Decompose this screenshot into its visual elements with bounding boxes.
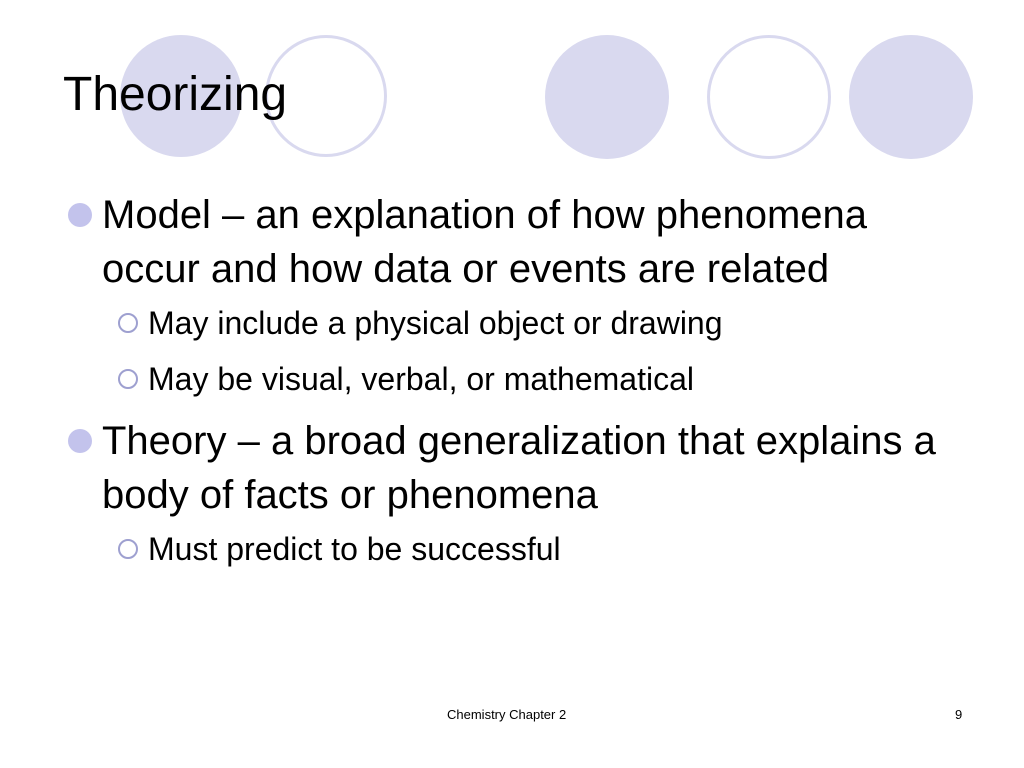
slide-title: Theorizing	[63, 68, 288, 121]
sub-bullet-text: May be visual, verbal, or mathematical	[148, 361, 694, 397]
decorative-ring-circle	[707, 35, 831, 159]
sub-bullet-item	[116, 302, 966, 344]
bullet-item-model	[66, 188, 966, 296]
bullet-text: Model – an explanation of how phenomena occur and how data or events are related	[102, 193, 867, 291]
filled-bullet-icon	[68, 429, 92, 453]
sub-bullet-text: May include a physical object or drawing	[148, 305, 723, 341]
filled-bullet-icon	[68, 203, 92, 227]
page-number: 9	[955, 707, 963, 722]
sub-bullet-text: Must predict to be successful	[148, 531, 561, 567]
sub-bullet-item	[116, 528, 966, 570]
footer-text: Chemistry Chapter 2	[447, 707, 567, 722]
decorative-filled-circle	[849, 35, 973, 159]
decorative-filled-circle	[545, 35, 669, 159]
sub-bullet-item	[116, 358, 966, 400]
hollow-bullet-icon	[118, 539, 138, 559]
bullet-text: Theory – a broad generalization that explains a body of facts or phenomena	[102, 419, 936, 517]
hollow-bullet-icon	[118, 369, 138, 389]
slide-body	[66, 188, 966, 584]
hollow-bullet-icon	[118, 313, 138, 333]
bullet-item-theory	[66, 414, 966, 522]
